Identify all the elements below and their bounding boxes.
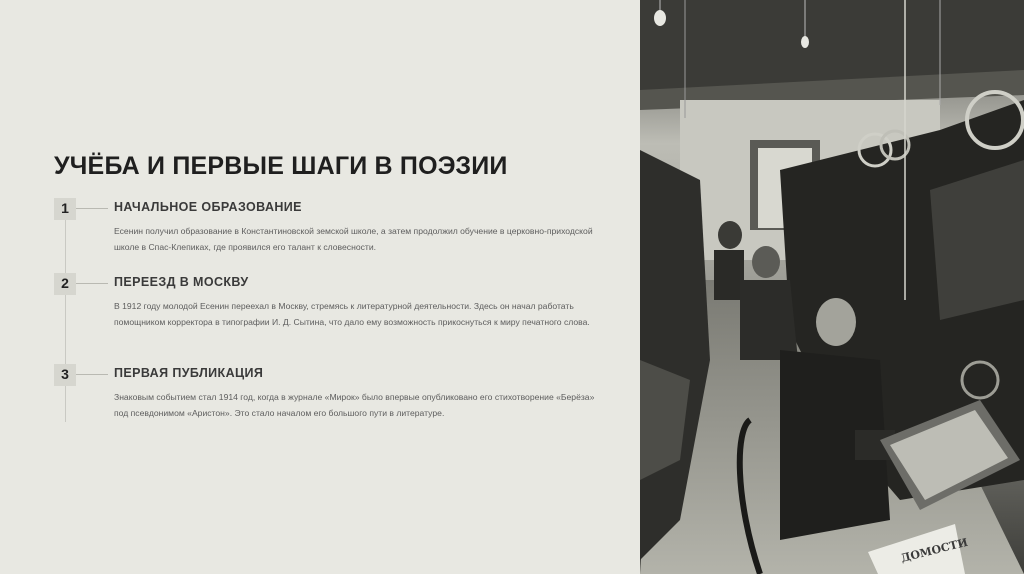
slide-title: УЧЁБА И ПЕРВЫЕ ШАГИ В ПОЭЗИИ: [54, 152, 508, 180]
step-heading: ПЕРЕЕЗД В МОСКВУ: [114, 275, 249, 289]
step-number: 1: [54, 198, 76, 220]
timeline-line: [65, 200, 66, 422]
step-connector: [76, 208, 108, 209]
step-heading: ПЕРВАЯ ПУБЛИКАЦИЯ: [114, 366, 264, 380]
step-description: Знаковым событием стал 1914 год, когда в журнале «Мирок» было впервые опубликовано его стихотворение «Берёза» под псевдонимом «Аристон». Это стало началом его большого пути в литературе.: [114, 392, 595, 418]
printing-house-photo: [640, 0, 1024, 574]
newspaper-text: ДОМОСТИ: [899, 535, 970, 565]
step-heading: НАЧАЛЬНОЕ ОБРАЗОВАНИЕ: [114, 200, 302, 214]
step-description: В 1912 году молодой Есенин переехал в Москву, стремясь к литературной деятельности. Здесь он начал работать помощником корректора в типографии И. Д. Сытина, что дало ему возможность прикоснуться к миру печатного слова.: [114, 301, 590, 327]
step-description: Есенин получил образование в Константиновской земской школе, а затем продолжил обучение в церковно-приходской школе в Спас-Клепиках, где проявился его талант к словесности.: [114, 226, 593, 252]
photo-illustration: [640, 0, 1024, 574]
step-number: 2: [54, 273, 76, 295]
step-number: 3: [54, 364, 76, 386]
step-connector: [76, 283, 108, 284]
step-connector: [76, 374, 108, 375]
